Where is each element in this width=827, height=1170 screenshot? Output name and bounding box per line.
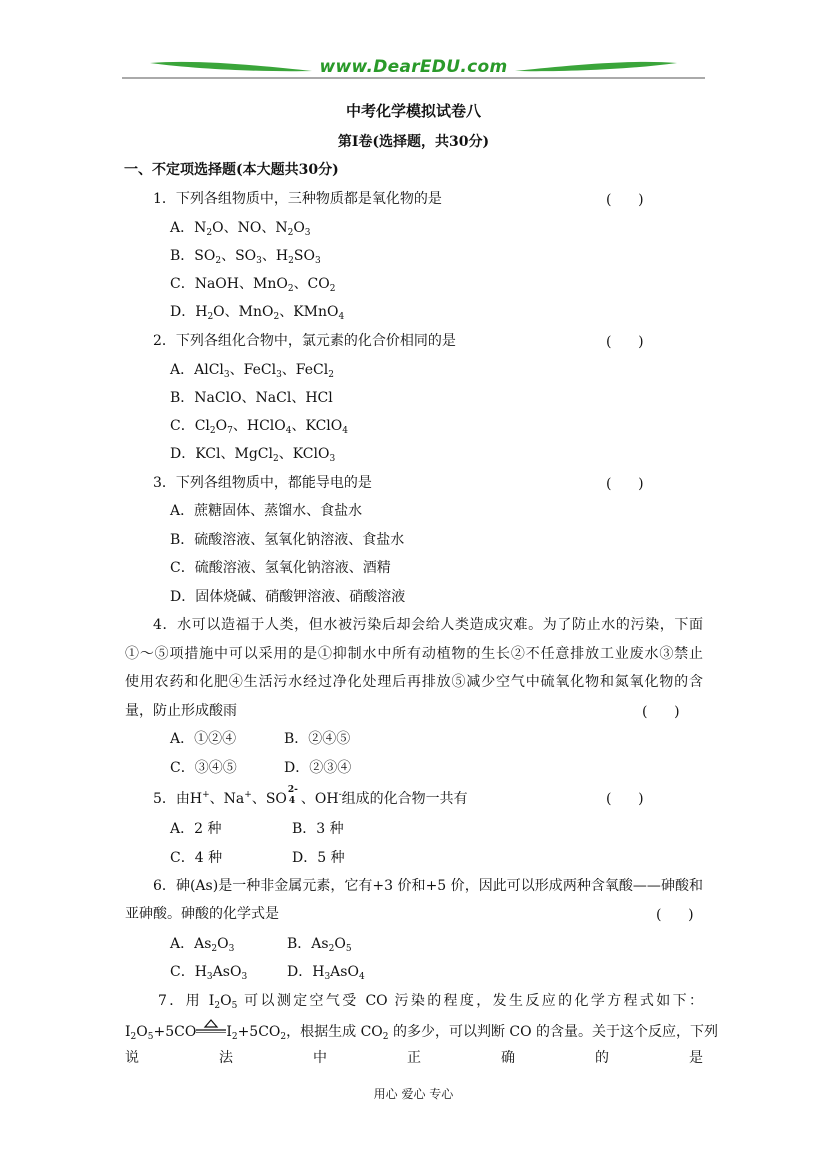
answer-bracket-2: ( ) [606,334,644,350]
q1-option-a: A．$N_2O$、NO、$N_2O_3$ [170,220,311,238]
site-header-banner [122,55,705,85]
q2-option-a: A．AlCl$_3$、FeCl$_3$、FeCl$_2$ [170,362,334,380]
q5-option-c: C．4 种 [170,850,223,866]
q2-option-c: C．$Cl_2O_7$、HClO$_4$、KClO$_4$ [170,418,348,436]
q5-option-b: B．3 种 [292,821,344,837]
answer-bracket-4: ( ) [642,704,680,720]
question-4-line-1: 4．水可以造福于人类，但水被污染后却会给人类造成灾难。为了防止水的污染，下面 [153,617,703,633]
heat-reaction-arrow-icon [196,1023,226,1037]
answer-bracket-1: ( ) [606,192,644,208]
q4-option-d: D．②③④ [284,760,352,776]
question-6-line-2: 亚砷酸。砷酸的化学式是 [125,906,279,922]
q4-option-a: A．①②④ [170,731,237,747]
question-7-line-1: 7．用 $I_2O_5$ 可以测定空气受 CO 污染的程度，发生反应的化学方程式如下： [158,993,703,1011]
question-1-stem: 1．下列各组物质中，三种物质都是氧化物的是 [153,191,442,207]
answer-bracket-6: ( ) [656,907,694,923]
q4-option-b: B．②④⑤ [284,731,351,747]
question-2-stem: 2．下列各组化合物中，氯元素的化合价相同的是 [153,333,456,349]
q3-option-a: A．蔗糖固体、蒸馏水、食盐水 [170,503,363,519]
q2-option-b: B．NaClO、NaCl、HCl [170,390,333,406]
page-footer: 用心 爱心 专心 [373,1087,454,1101]
q5-option-a: A．2 种 [170,821,222,837]
q3-option-d: D．固体烧碱、硝酸钾溶液、硝酸溶液 [170,589,406,605]
q6-option-c: C．$H_3AsO_3$ [170,964,248,982]
q3-option-b: B．硫酸溶液、氢氧化钠溶液、食盐水 [170,532,405,548]
q1-option-d: D．$H_2O$、MnO$_2$、KMnO$_4$ [170,304,345,322]
page-subtitle: 第I卷(选择题，共30分) [337,134,490,150]
question-6-line-1: 6．砷(As)是一种非金属元素，它有+3 价和+5 价，因此可以形成两种含氧酸——砷酸和 [153,878,703,894]
q1-option-b: B．$SO_2$、$SO_3$、$H_2SO_3$ [170,248,321,266]
question-7-line-3: 说 法 中 正 确 的 是 [125,1050,703,1066]
question-5-stem: 5．由H+、Na+、SO 2- 4 、OH-组成的化合物一共有 [153,785,468,807]
q6-option-a: A．$As_2O_3$ [170,936,235,954]
q5-option-d: D．5 种 [292,850,345,866]
site-url: www.DearEDU.com [319,57,508,77]
q2-option-d: D．KCl、MgCl$_2$、KClO$_3$ [170,446,336,464]
question-4-line-4: 量，防止形成酸雨 [125,703,237,719]
section-heading: 一、不定项选择题(本大题共30分) [124,162,339,178]
question-4-line-3: 使用农药和化肥④生活污水经过净化处理后再排放⑤减少空气中硫氧化物和氮氧化物的含 [125,674,703,690]
question-7-line-2: $I_2O_5+5CO$ $I_2+5CO_2$，根据生成 $CO_2$ 的多少，可以判断 CO 的含量。关于这个反应，下列 [125,1023,718,1039]
answer-bracket-3: ( ) [606,476,644,492]
q1-option-c: C．NaOH、MnO$_2$、$CO_2$ [170,276,336,294]
question-3-stem: 3．下列各组物质中，都能导电的是 [153,475,372,491]
q4-option-c: C．③④⑤ [170,760,237,776]
q6-option-b: B．$As_2O_5$ [287,936,352,954]
q6-option-d: D．$H_3AsO_4$ [287,964,365,982]
question-4-line-2: ①～⑤项措施中可以采用的是①抑制水中所有动植物的生长②不任意排放工业废水③禁止 [125,646,703,662]
page-title: 中考化学模拟试卷八 [345,102,481,120]
q3-option-c: C．硫酸溶液、氢氧化钠溶液、酒精 [170,560,391,576]
answer-bracket-5: ( ) [606,791,644,807]
